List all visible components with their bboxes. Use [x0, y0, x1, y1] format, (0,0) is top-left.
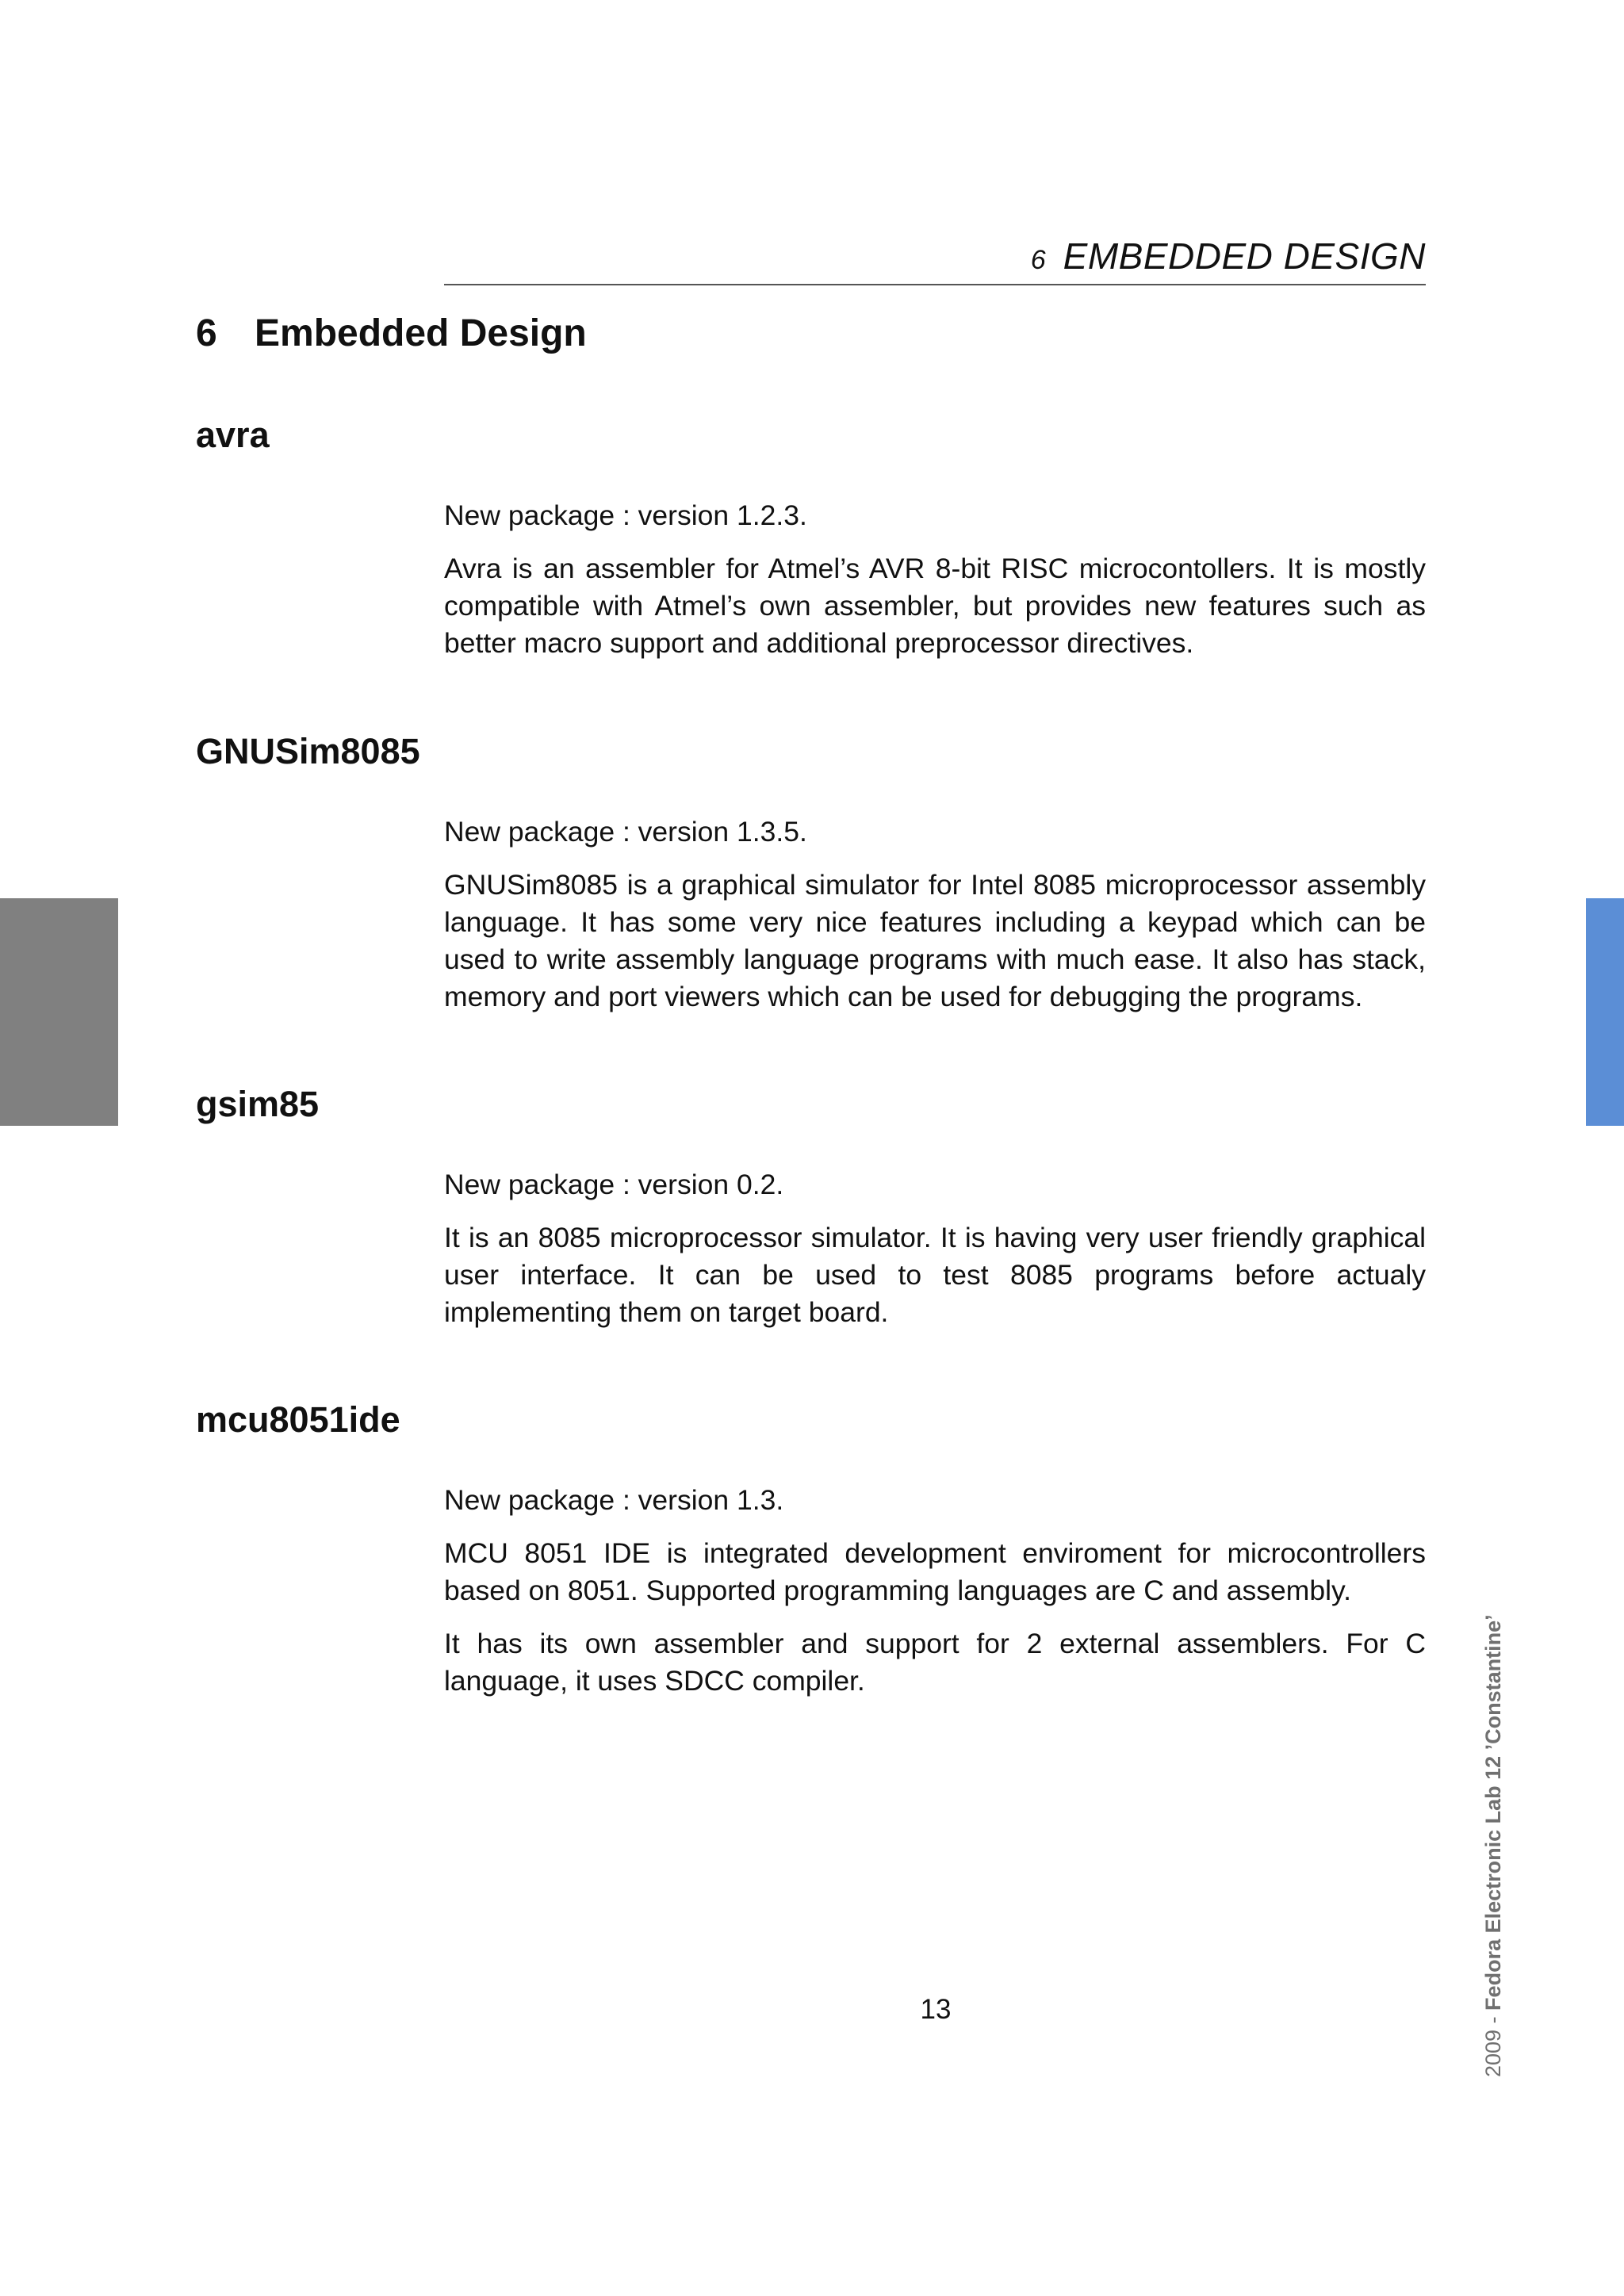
package-description: It is an 8085 microprocessor simulator. It is having very user friendly graphical user interface. It can be used to test 8085 programs before actualy implementing them on target board. — [444, 1222, 1426, 1328]
chapter-title — [196, 312, 587, 355]
chapter-title-text: Embedded Design — [255, 312, 587, 354]
package-body-gnusim8085 — [444, 813, 1426, 1031]
running-header-section-title: EMBEDDED DESIGN — [1063, 235, 1426, 277]
package-heading-gnusim8085: GNUSim8085 — [196, 731, 420, 771]
package-description: GNUSim8085 is a graphical simulator for Intel 8085 microprocessor assembly language. It has some very nice features including a keypad which can be used to write assembly language programs with much ease. It also has stack, memory and port viewers which can be used for debugging the programs. — [444, 869, 1426, 1012]
side-footer — [1481, 1614, 1506, 2077]
running-header-section-number: 6 — [1030, 245, 1046, 275]
package-body-avra — [444, 497, 1426, 678]
package-version: New package : version 1.3. — [444, 1484, 784, 1516]
package-heading-gsim85: gsim85 — [196, 1084, 320, 1124]
left-thumb-tab — [0, 898, 118, 1126]
package-description: It has its own assembler and support for 2 external assemblers. For C language, it uses SDCC compiler. — [444, 1628, 1426, 1697]
running-header — [444, 235, 1426, 285]
package-body-mcu8051ide — [444, 1482, 1426, 1716]
right-thumb-tab — [1586, 898, 1624, 1126]
page-number: 13 — [920, 1994, 952, 2025]
chapter-number: 6 — [196, 312, 217, 354]
package-description: Avra is an assembler for Atmel’s AVR 8-bit RISC microcontollers. It is mostly compatible with Atmel’s own assembler, but provides new features such as better macro support and additional preprocessor directives. — [444, 553, 1426, 659]
package-version: New package : version 1.3.5. — [444, 816, 807, 848]
package-heading-mcu8051ide: mcu8051ide — [196, 1399, 400, 1440]
package-version: New package : version 1.2.3. — [444, 499, 807, 531]
package-description: MCU 8051 IDE is integrated development enviroment for microcontrollers based on 8051. Supported programming languages are C and assembly. — [444, 1537, 1426, 1606]
package-body-gsim85 — [444, 1166, 1426, 1347]
package-heading-avra: avra — [196, 415, 270, 455]
side-footer-year: 2009 - — [1481, 2010, 1505, 2077]
side-footer-title: Fedora Electronic Lab 12 ’Constantine’ — [1481, 1614, 1505, 2011]
package-version: New package : version 0.2. — [444, 1169, 784, 1200]
